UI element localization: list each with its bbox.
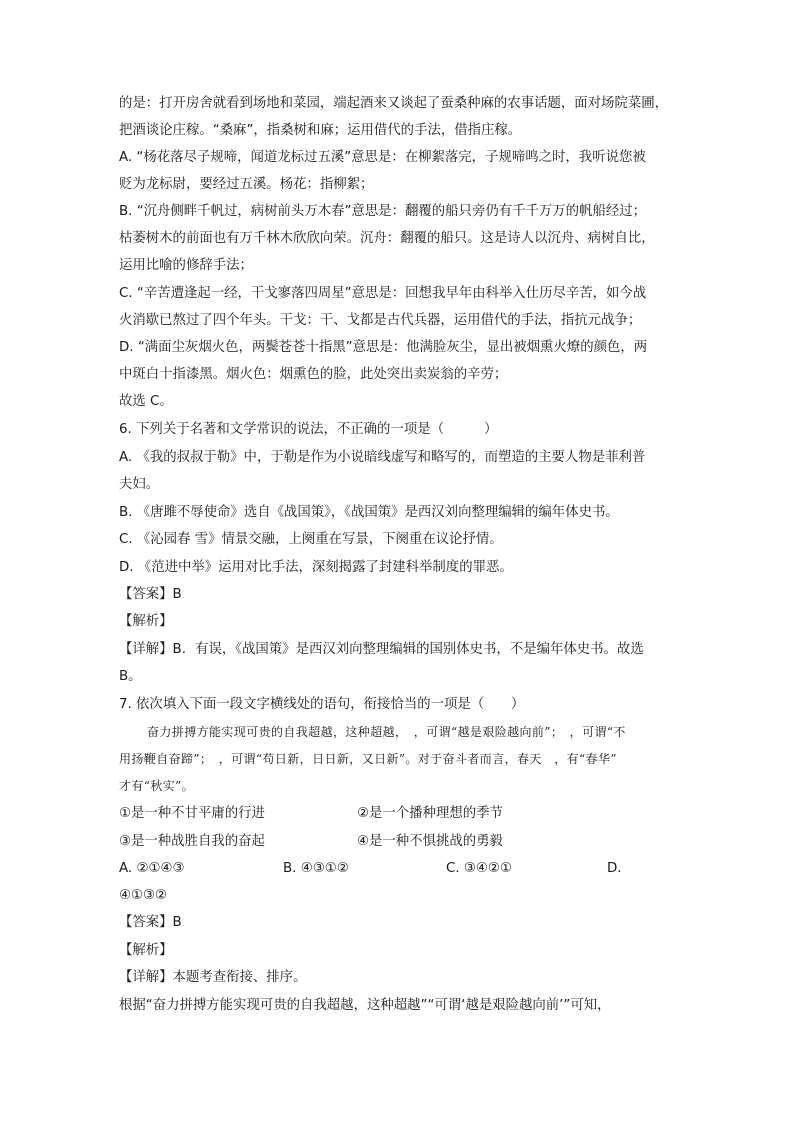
q6-option-d: D. 《范进中举》运用对比手法，深刻揭露了封建科举制度的罪恶。 xyxy=(119,560,513,575)
q6-option-a: A. 《我的叔叔于勒》中，于勒是作为小说暗线虚写和略写的，而塑造的主要人物是菲利普 xyxy=(119,450,646,465)
text-line: 运用比喻的修辞手法； xyxy=(119,258,253,273)
q7-choice-b: B. ④③①② xyxy=(283,861,349,876)
conclusion: 故选 C。 xyxy=(119,394,173,409)
text-line: B。 xyxy=(119,669,142,684)
q6-option-c: C. 《沁园春 雪》情景交融，上阕重在写景，下阕重在议论抒情。 xyxy=(119,532,503,547)
passage-line: 才有“秋实”。 xyxy=(119,779,195,793)
option-d-analysis: D. “满面尘灰烟火色，两鬓苍苍十指黑”意思是：他满脸灰尘，显出被烟熏火燎的颜色，两 xyxy=(119,340,648,355)
question-7-stem: 7. 依次填入下面一段文字横线处的语句，衔接恰当的一项是（ ） xyxy=(119,697,525,712)
text-line: 贬为龙标尉，要经过五溪。杨花：指柳絮； xyxy=(119,177,374,192)
q7-statement-1: ①是一种不甘平庸的行进 xyxy=(119,806,265,821)
detail-explanation: 【详解】B．有误，《战国策》是西汉刘向整理编辑的国别体史书，不是编年体史书。故选 xyxy=(119,642,644,657)
q7-statement-3: ③是一种战胜自我的奋起 xyxy=(119,834,265,849)
passage-line: 奋力拼搏方能实现可贵的自我超越，这种超越， ，可谓“越是艰险越向前”； ，可谓“不 xyxy=(147,725,626,739)
q7-choice-a: A. ②①④③ xyxy=(119,861,185,876)
text-line: 火消歇已熬过了四个年头。干戈：干、戈都是古代兵器，运用借代的手法，指抗元战争； xyxy=(119,313,642,328)
question-6-stem: 6. 下列关于名著和文学常识的说法，不正确的一项是（ ） xyxy=(119,422,498,437)
q7-choice-c: C. ③④②① xyxy=(446,861,512,876)
detail-explanation: 【详解】本题考查衔接、排序。 xyxy=(119,970,307,985)
text-line: 枯萎树木的前面也有万千林木欣欣向荣。沉舟：翻覆的船只。这是诗人以沉舟、病树自比， xyxy=(119,231,655,246)
passage-line: 用扬鞭自奋蹄”； ，可谓“苟日新，日日新，又日新”。对于奋斗者而言，春天 ，有“春华” xyxy=(119,752,617,766)
text-line: 的是：打开房舍就看到场地和菜园，端起酒来又谈起了蚕桑种麻的农事话题，面对场院菜圃， xyxy=(119,96,669,111)
q7-statement-4: ④是一种不惧挑战的勇毅 xyxy=(357,834,503,849)
option-a-analysis: A. “杨花落尽子规啼，闻道龙标过五溪”意思是：在柳絮落完，子规啼鸣之时，我听说您被 xyxy=(119,150,646,165)
text-line: 夫妇。 xyxy=(119,477,160,492)
analysis-label: 【解析】 xyxy=(119,614,173,629)
analysis-label: 【解析】 xyxy=(119,943,173,958)
text-line: 把酒谈论庄稼。“桑麻”，指桑树和麻；运用借代的手法，借指庄稼。 xyxy=(119,123,522,138)
q7-statement-2: ②是一个播种理想的季节 xyxy=(357,806,503,821)
q7-choice-d: D. xyxy=(607,861,622,876)
text-line: 中斑白十指漆黑。烟火色：烟熏色的脸，此处突出卖炭翁的辛劳； xyxy=(119,367,508,382)
option-c-analysis: C. “辛苦遭逢起一经，干戈寥落四周星”意思是：回想我早年由科举入仕历尽辛苦，如今战 xyxy=(119,286,647,301)
text-line: 根据“奋力拼搏方能实现可贵的自我超越，这种超越”“可谓‘越是艰险越向前’”可知， xyxy=(119,998,611,1013)
q7-choice-d-value: ④①③② xyxy=(119,888,168,903)
option-b-analysis: B. “沉舟侧畔千帆过，病树前头万木春”意思是：翻覆的船只旁仍有千千万万的帆船经过； xyxy=(119,204,647,219)
answer-label: 【答案】B xyxy=(119,915,182,930)
answer-label: 【答案】B xyxy=(119,587,182,602)
q6-option-b: B. 《唐雎不辱使命》选自《战国策》，《战国策》是西汉刘向整理编辑的编年体史书。 xyxy=(119,505,619,520)
